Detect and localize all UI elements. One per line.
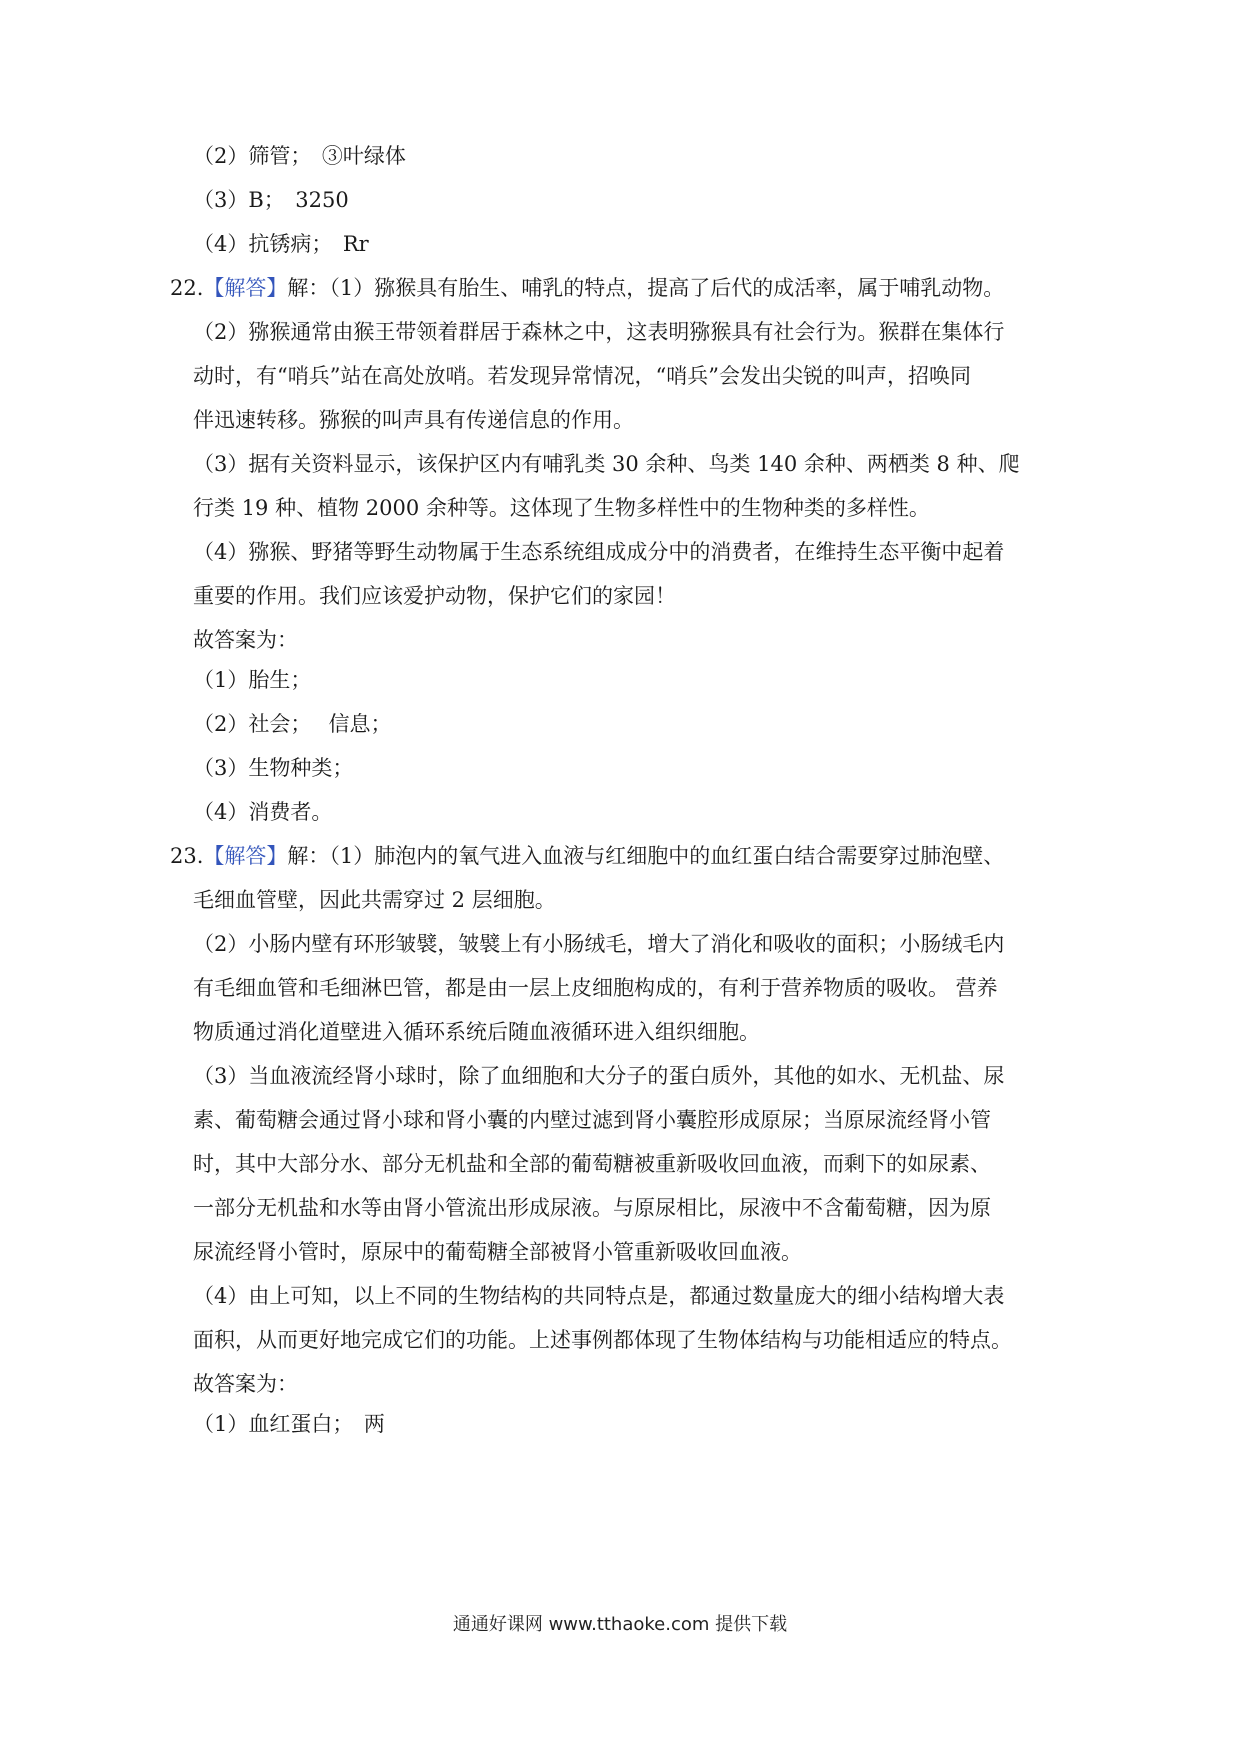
q22-p4-line: （4）猕猴、野猪等野生动物属于生态系统组成成分中的消费者，在维持生态平衡中起着 [193,540,1005,564]
q22-intro: 解：（1）猕猴具有胎生、哺乳的特点，提高了后代的成活率，属于哺乳动物。 [287,276,1005,300]
q22-answer-label: 故答案为： [193,628,298,652]
q23-p2-line: 有毛细血管和毛细淋巴管，都是由一层上皮细胞构成的，有利于营养物质的吸收。 营养 [193,976,998,1000]
q22-answer-4: （4）消费者。 [193,800,333,824]
q23-p4-line: 面积，从而更好地完成它们的功能。上述事例都体现了生物体结构与功能相适应的特点。 [193,1328,1012,1352]
q23-answer-1: （1）血红蛋白； 两 [193,1412,385,1436]
q22-p3-line: （3）据有关资料显示，该保护区内有哺乳类 30 余种、鸟类 140 余种、两栖类 8 种、爬 [193,452,1020,476]
q22-heading-line [170,274,1004,302]
q23-p3-line: 尿流经肾小管时，原尿中的葡萄糖全部被肾小管重新吸收回血液。 [193,1240,802,1264]
q22-answer-2: （2）社会； 信息； [193,712,392,736]
q23-p4-line: （4）由上可知，以上不同的生物结构的共同特点是，都通过数量庞大的细小结构增大表 [193,1284,1005,1308]
q22-p4-line: 重要的作用。我们应该爱护动物，保护它们的家园！ [193,584,676,608]
q22-p2-line: 动时，有“哨兵”站在高处放哨。若发现异常情况，“哨兵”会发出尖锐的叫声，招唤同 [193,364,971,388]
q23-heading-line [170,842,1004,870]
q23-intro-line-2: 毛细血管壁，因此共需穿过 2 层细胞。 [193,888,556,912]
q22-p2-line: （2）猕猴通常由猴王带领着群居于森林之中，这表明猕猴具有社会行为。猴群在集体行 [193,320,1005,344]
q23-p3-line: 时，其中大部分水、部分无机盐和全部的葡萄糖被重新吸收回血液，而剩下的如尿素、 [193,1152,991,1176]
q22-p2-line: 伴迅速转移。猕猴的叫声具有传递信息的作用。 [193,408,634,432]
page-footer: 通通好课网 www.tthaoke.com 提供下载 [452,1614,788,1635]
q23-intro: 解：（1）肺泡内的氧气进入血液与红细胞中的血红蛋白结合需要穿过肺泡壁、 [287,844,1005,868]
question-number: 23. [170,844,204,868]
question-number: 22. [170,276,204,300]
q22-answer-3: （3）生物种类； [193,756,354,780]
q22-answer-1: （1）胎生； [193,668,312,692]
q22-p3-line: 行类 19 种、植物 2000 余种等。这体现了生物多样性中的生物种类的多样性。 [193,496,930,520]
q23-p3-line: 一部分无机盐和水等由肾小管流出形成尿液。与原尿相比，尿液中不含葡萄糖，因为原 [193,1196,991,1220]
q21-answer-2: （2）筛管； ③叶绿体 [193,144,406,168]
q21-answer-3: （3）B； 3250 [193,188,349,212]
q23-p3-line: （3）当血液流经肾小球时，除了血细胞和大分子的蛋白质外，其他的如水、无机盐、尿 [193,1064,1005,1088]
q23-answer-label: 故答案为： [193,1372,298,1396]
q21-answer-4: （4）抗锈病； Rr [193,232,369,256]
q23-p2-line: （2）小肠内壁有环形皱襞，皱襞上有小肠绒毛，增大了消化和吸收的面积；小肠绒毛内 [193,932,1005,956]
solution-tag: 【解答】 [203,844,288,868]
q23-p2-line: 物质通过消化道壁进入循环系统后随血液循环进入组织细胞。 [193,1020,760,1044]
solution-tag: 【解答】 [203,276,288,300]
q23-p3-line: 素、葡萄糖会通过肾小球和肾小囊的内壁过滤到肾小囊腔形成原尿；当原尿流经肾小管 [193,1108,991,1132]
